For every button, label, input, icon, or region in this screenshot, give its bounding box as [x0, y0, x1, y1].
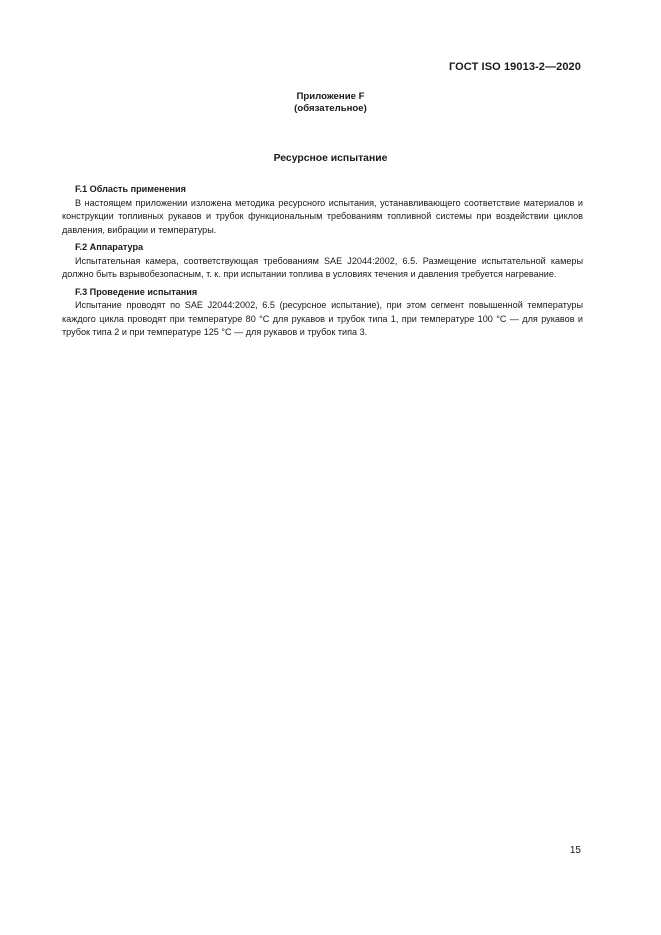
section-scope [62, 183, 583, 237]
appendix-heading [0, 91, 661, 115]
section-procedure [62, 286, 583, 340]
appendix-status: (обязательное) [294, 103, 367, 114]
document-body [62, 183, 583, 344]
page-number: 15 [569, 845, 581, 856]
section-heading: F.1 Область применения [75, 184, 186, 194]
page-title: Ресурсное испытание [273, 153, 388, 164]
document-id: ГОСТ ISO 19013-2—2020 [448, 61, 581, 73]
section-paragraph: Испытание проводят по SAE J2044:2002, 6.5 (ресурсное испытание), при этом сегмент повышенной температуры каждого цикла проводят при температуре 80 °С для рукавов и трубок типа 1, при температуре 100 °С — для рукавов и трубок типа 2 и при температуре 125 °С — для рукавов и трубок типа 3. [62, 300, 583, 337]
section-apparatus [62, 241, 583, 282]
section-paragraph: Испытательная камера, соответствующая требованиям SAE J2044:2002, 6.5. Размещение испытательной камеры должно быть взрывобезопасным, т. к. при испытании топлива в условиях течения и давления требуется нагревание. [62, 255, 583, 279]
appendix-label: Приложение F [296, 91, 365, 102]
section-paragraph: В настоящем приложении изложена методика ресурсного испытания, устанавливающего соответствие материалов и конструкции топливных рукавов и трубок функциональным требованиям топливной системы при воздействии циклов давления, вибрации и температуры. [62, 197, 583, 235]
section-heading: F.3 Проведение испытания [75, 286, 198, 297]
section-heading: F.2 Аппаратура [75, 242, 144, 252]
